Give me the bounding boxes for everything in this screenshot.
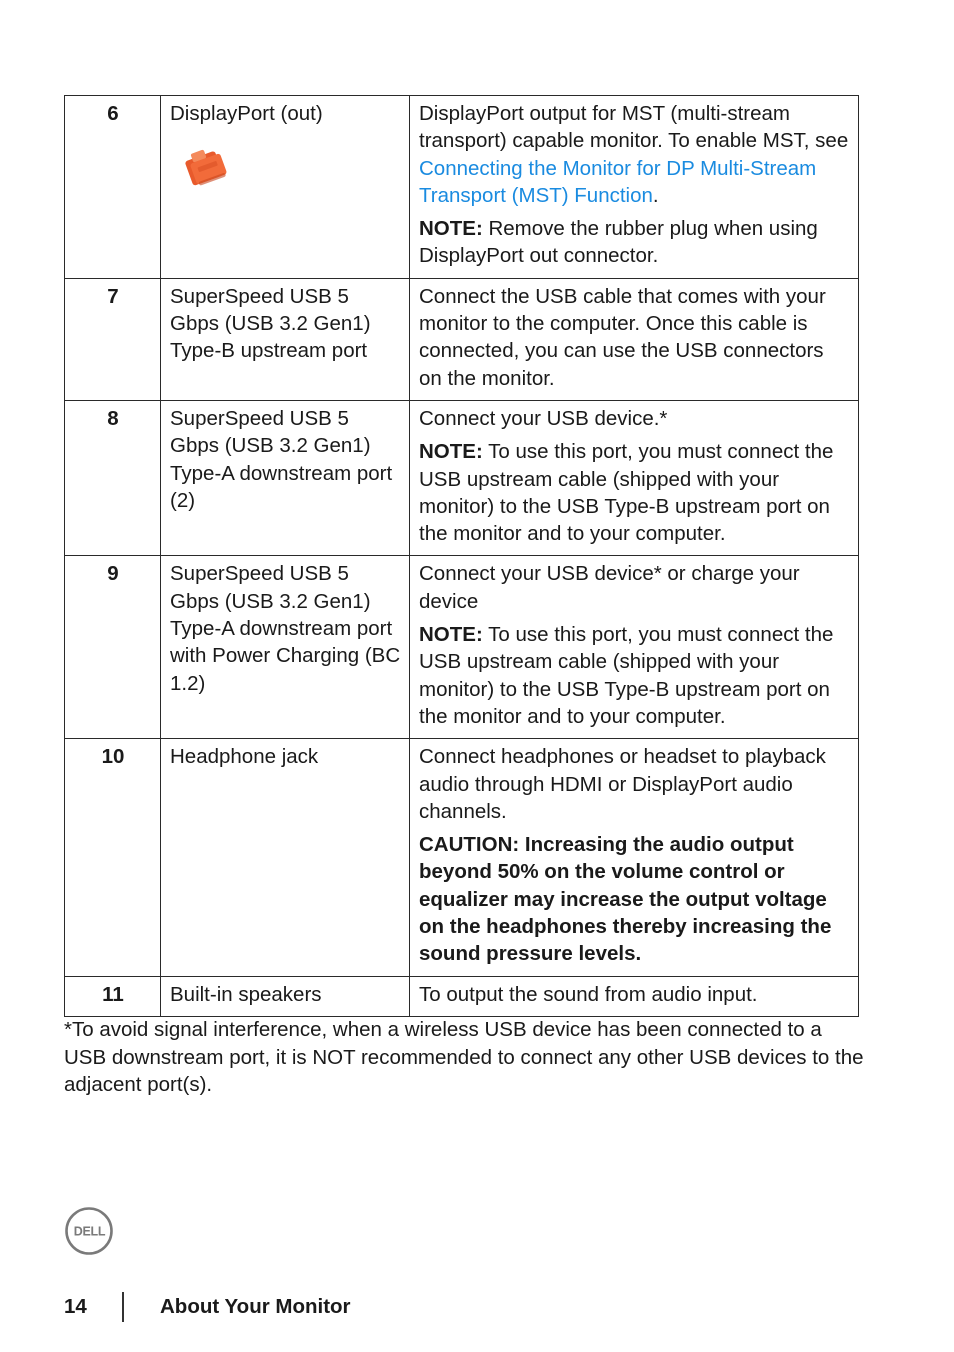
port-label: SuperSpeed USB 5 Gbps (USB 3.2 Gen1) Type-A downstream port with Power Charging (BC 1.2) xyxy=(161,556,410,739)
table-row xyxy=(65,556,859,739)
row-number: 6 xyxy=(65,96,161,279)
description-cell xyxy=(410,400,859,555)
caution-text: CAUTION: Increasing the audio output beyond 50% on the volume control or equalizer may increase the output voltage on the headphones thereby increasing the sound pressure levels. xyxy=(419,833,832,966)
table-row xyxy=(65,96,859,279)
port-label: Headphone jack xyxy=(161,739,410,976)
description-text: DisplayPort output for MST (multi-stream transport) capable monitor. To enable MST, see xyxy=(419,102,849,153)
port-label: SuperSpeed USB 5 Gbps (USB 3.2 Gen1) Type-A downstream port (2) xyxy=(161,400,410,555)
table-row xyxy=(65,400,859,555)
description: Connect your USB device* or charge your device xyxy=(419,562,800,613)
description: To output the sound from audio input. xyxy=(419,982,758,1006)
description-cell xyxy=(410,739,859,976)
note-label: NOTE: xyxy=(419,440,483,464)
table-row xyxy=(65,278,859,400)
dell-logo-icon xyxy=(64,1206,114,1256)
row-number: 11 xyxy=(65,976,161,1016)
note-text: To use this port, you must connect the USB upstream cable (shipped with your monitor) to the USB Type-B upstream port on the monitor and to your computer. xyxy=(419,440,834,546)
table-row xyxy=(65,976,859,1016)
description-cell xyxy=(410,278,859,400)
note xyxy=(419,438,850,547)
description-cell xyxy=(410,976,859,1016)
note-text: To use this port, you must connect the USB upstream cable (shipped with your monitor) to the USB Type-B upstream port on the monitor and to your computer. xyxy=(419,623,834,728)
dell-logo-text: DELL xyxy=(73,1224,106,1239)
port-label-cell xyxy=(161,96,410,279)
section-title: About Your Monitor xyxy=(160,1295,351,1318)
row-number: 7 xyxy=(65,278,161,400)
mst-section-link[interactable]: Connecting the Monitor for DP Multi-Stream Transport (MST) Function xyxy=(419,156,817,207)
description: Connect your USB device.* xyxy=(419,406,668,430)
port-label: DisplayPort (out) xyxy=(170,102,323,125)
footer-divider xyxy=(122,1292,124,1322)
row-number: 10 xyxy=(65,739,161,976)
description: Connect headphones or headset to playback audio through HDMI or DisplayPort audio channels. xyxy=(419,745,826,823)
displayport-rubber-plug-icon xyxy=(178,141,232,195)
port-label: Built-in speakers xyxy=(161,976,410,1016)
description xyxy=(419,100,850,209)
note-label: NOTE: xyxy=(419,623,483,647)
note xyxy=(419,215,850,270)
description-cell xyxy=(410,556,859,739)
page-number: 14 xyxy=(64,1295,87,1318)
description-text-end: . xyxy=(652,183,659,207)
row-number: 8 xyxy=(65,400,161,555)
footnote: *To avoid signal interference, when a wireless USB device has been connected to a USB downstream port, it is NOT recommended to connect any other USB devices to the adjacent port(s). xyxy=(64,1018,864,1096)
table-row xyxy=(65,739,859,976)
note-text: Remove the rubber plug when using DisplayPort out connector. xyxy=(419,217,818,268)
port-label: SuperSpeed USB 5 Gbps (USB 3.2 Gen1) Type-B upstream port xyxy=(161,278,410,400)
description-cell xyxy=(410,96,859,279)
row-number: 9 xyxy=(65,556,161,739)
description: Connect the USB cable that comes with your monitor to the computer. Once this cable is connected, you can use the USB connectors on the monitor. xyxy=(419,284,826,390)
note xyxy=(419,621,850,730)
note-label: NOTE: xyxy=(419,217,483,241)
ports-table xyxy=(64,95,859,1017)
